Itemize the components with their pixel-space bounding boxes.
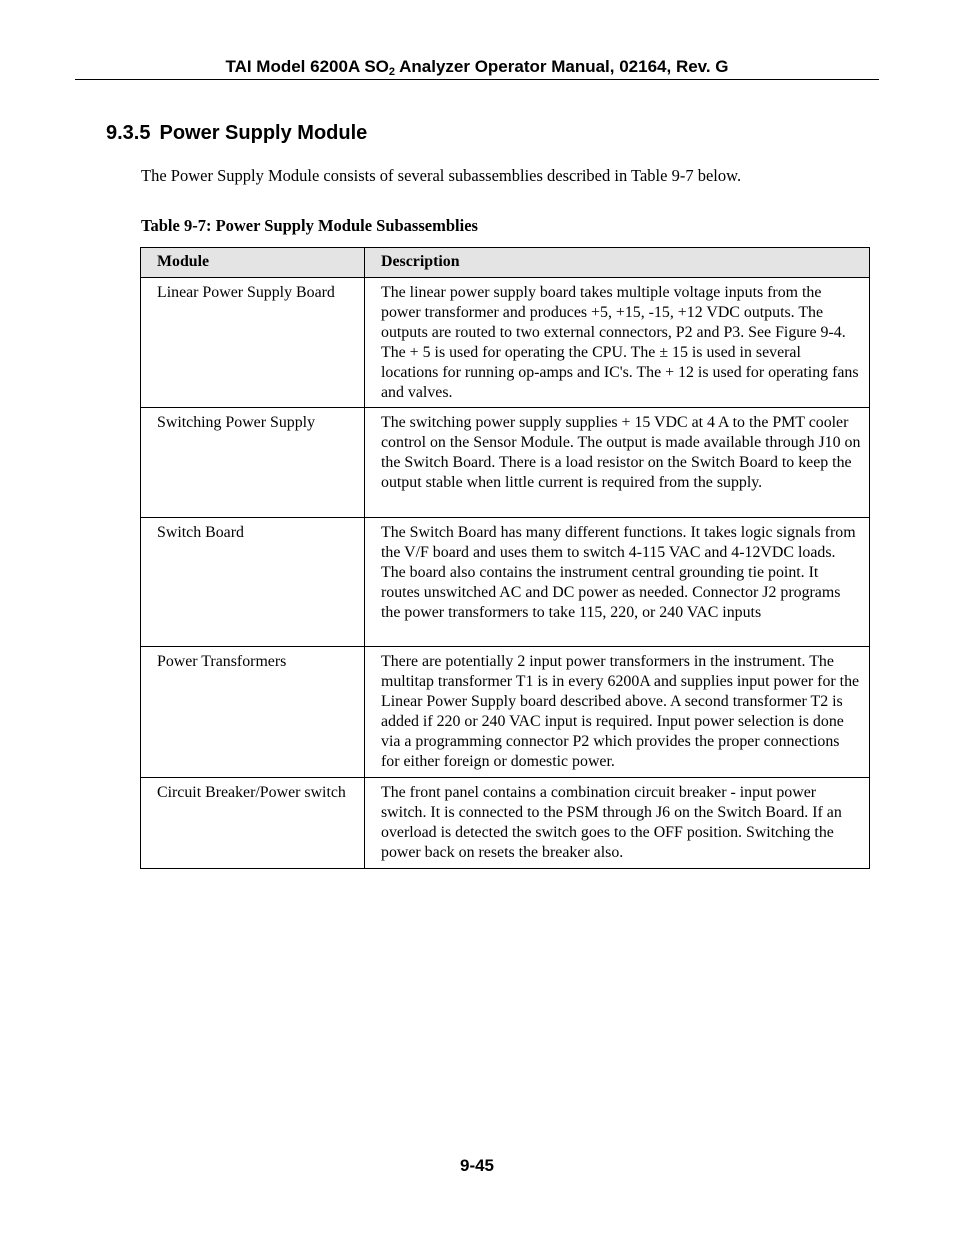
table-row (141, 518, 870, 647)
table-row (141, 777, 870, 868)
section-title: Power Supply Module (159, 122, 368, 144)
table-row (141, 278, 870, 408)
module-cell: Switch Board (141, 518, 365, 647)
page-number: 9-45 (459, 1156, 495, 1175)
section-number: 9.3.5 (106, 122, 151, 144)
table-header-row (141, 248, 870, 278)
header-title-prefix: TAI Model 6200A SO (225, 57, 389, 76)
description-cell: The Switch Board has many different functions. It takes logic signals from the V/F board and uses them to switch 4-115 VAC and 4-12VDC loads. The board also contains the instrument central grounding tie point. It routes unswitched AC and DC power as needed. Connector J2 programs the power transformers to take 115, 220, or 240 VAC inputs (365, 518, 870, 647)
header-description: Description (365, 248, 870, 278)
page-header (75, 57, 879, 80)
table-row (141, 408, 870, 518)
module-cell: Switching Power Supply (141, 408, 365, 518)
description-cell: The switching power supply supplies + 15 VDC at 4 A to the PMT cooler control on the Sensor Module. The output is made available through J10 on the Switch Board. There is a load resistor on the Switch Board to keep the output stable when little current is required from the supply. (365, 408, 870, 518)
header-title-suffix: Analyzer Operator Manual, 02164, Rev. G (395, 57, 729, 76)
header-module: Module (141, 248, 365, 278)
intro-paragraph: The Power Supply Module consists of several subassemblies described in Table 9-7 below. (141, 166, 742, 185)
description-cell: The linear power supply board takes multiple voltage inputs from the power transformer and produces +5, +15, -15, +12 VDC outputs. The outputs are routed to two external connectors, P2 and P3. See Figure 9-4. The + 5 is used for operating the CPU. The ± 15 is used in several locations for running op-amps and IC's. The + 12 is used for operating fans and valves. (365, 278, 870, 408)
module-cell: Linear Power Supply Board (141, 278, 365, 408)
table-row (141, 647, 870, 777)
subassemblies-table (140, 247, 870, 869)
description-cell: There are potentially 2 input power transformers in the instrument. The multitap transformer T1 is in every 6200A and supplies input power for the Linear Power Supply board described above. A second transformer T2 is added if 220 or 240 VAC input is required. Input power selection is done via a programming connector P2 which provides the proper connections for either foreign or domestic power. (365, 647, 870, 777)
module-cell: Power Transformers (141, 647, 365, 777)
header-title-subscript: 2 (388, 66, 396, 78)
description-cell: The front panel contains a combination circuit breaker - input power switch. It is connected to the PSM through J6 on the Switch Board. If an overload is detected the switch goes to the OFF position. Switching the power back on resets the breaker also. (365, 777, 870, 868)
section-heading (106, 122, 367, 145)
table-caption: Table 9-7: Power Supply Module Subassemblies (141, 216, 478, 235)
module-cell: Circuit Breaker/Power switch (141, 777, 365, 868)
